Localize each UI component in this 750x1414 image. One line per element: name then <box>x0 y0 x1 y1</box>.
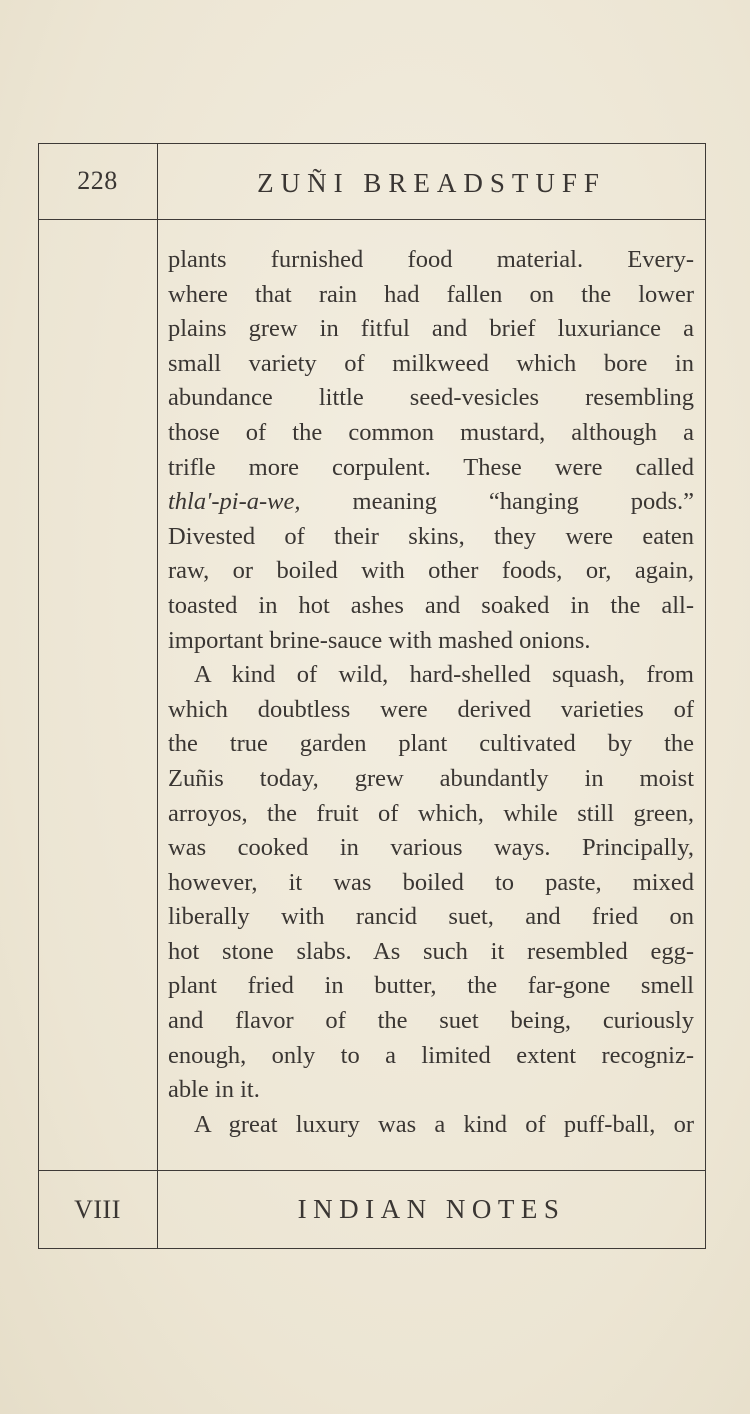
text-line: plains grew in fitful and brief luxuriance a <box>168 315 694 343</box>
text-line: hot stone slabs. As such it resembled egg- <box>168 937 694 965</box>
text-line: plants furnished food material. Every- <box>168 246 694 273</box>
footer-volume: VIII <box>74 1194 121 1224</box>
text-line: plant fried in butter, the far-gone smell <box>168 972 694 1000</box>
text-line-mixed <box>168 485 694 520</box>
text-fragment: meaning “hanging pods.” <box>352 488 695 516</box>
text-line: enough, only to a limited extent recogniz- <box>168 1041 694 1069</box>
running-title: ZUÑI BREADSTUFF <box>257 167 606 198</box>
text-line: where that rain had fallen on the lower <box>168 280 694 308</box>
text-line: liberally with rancid suet, and fried on <box>168 903 694 931</box>
text-line: A great luxury was a kind of puff-ball, or <box>194 1110 694 1138</box>
text-line: small variety of milkweed which bore in <box>168 349 694 377</box>
text-line: Divested of their skins, they were eaten <box>168 522 694 550</box>
footer-series-title: INDIAN NOTES <box>297 1194 566 1224</box>
text-line: trifle more corpulent. These were called <box>168 453 694 481</box>
text-line: however, it was boiled to paste, mixed <box>168 868 694 896</box>
column-divider <box>157 143 158 1249</box>
text-line: and flavor of the suet being, curiously <box>168 1007 694 1035</box>
text-line: toasted in hot ashes and soaked in the all- <box>168 591 694 619</box>
body-text <box>168 243 694 1142</box>
text-line: Zuñis today, grew abundantly in moist <box>168 764 694 792</box>
text-line: the true garden plant cultivated by the <box>168 730 694 758</box>
text-line: raw, or boiled with other foods, or, again, <box>168 557 694 585</box>
text-line: those of the common mustard, although a <box>168 418 694 446</box>
italic-term: thla'-pi-a-we, <box>168 488 301 516</box>
text-line: A kind of wild, hard-shelled squash, from <box>194 661 694 689</box>
text-line: able in it. <box>168 1076 260 1104</box>
text-line: abundance little seed-vesicles resembling <box>168 384 694 412</box>
text-line: important brine-sauce with mashed onions. <box>168 626 591 654</box>
text-line: which doubtless were derived varieties of <box>168 695 694 723</box>
text-line: arroyos, the fruit of which, while still green, <box>168 799 694 827</box>
page-number: 228 <box>77 166 118 195</box>
text-line: was cooked in various ways. Principally, <box>168 834 694 862</box>
